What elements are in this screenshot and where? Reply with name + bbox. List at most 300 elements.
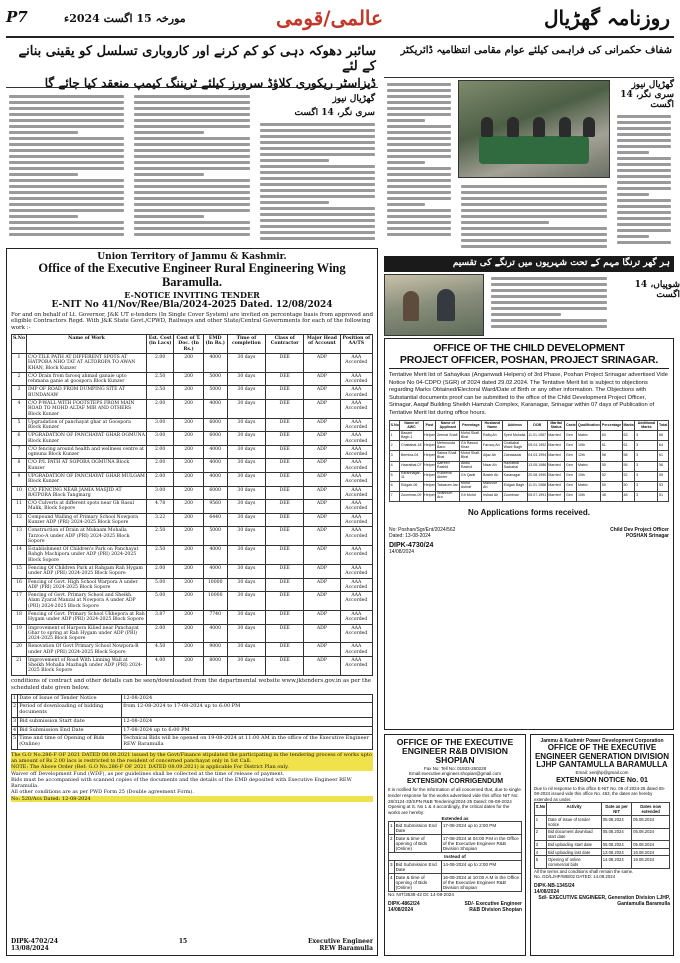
table-cell: ADP <box>304 592 340 611</box>
table-cell: 3.22 <box>146 513 173 527</box>
text-line <box>387 143 451 146</box>
table-cell: C/O fencing around health and wellness centre at ogmuna Block Kunzer <box>27 445 147 459</box>
table-row <box>12 592 373 611</box>
table-cell: 2.00 <box>146 353 173 372</box>
table-cell: IMP OF ROAD FROM DUMPING SITE AT BUNDANAW <box>27 386 147 400</box>
column-header: Husband Name <box>482 421 503 431</box>
text-line <box>617 211 671 214</box>
poshan-signature <box>389 527 669 555</box>
table-cell: AAA Accorded <box>340 624 372 643</box>
table-row <box>12 500 373 514</box>
text-line <box>9 227 124 230</box>
text-line <box>9 173 78 176</box>
table-cell: 200 <box>174 386 203 400</box>
text-line <box>260 147 375 150</box>
table-cell: Helper <box>423 461 436 471</box>
table-cell: ADP <box>304 459 340 473</box>
table-cell: 6 <box>390 481 400 491</box>
table-cell: Aafreen Rashid <box>436 461 460 471</box>
text-line <box>9 233 124 236</box>
text-line <box>260 225 375 228</box>
table-cell: 3.00 <box>146 418 173 432</box>
table-cell: DEE <box>266 432 304 446</box>
text-line <box>491 307 607 310</box>
text-line <box>461 215 607 218</box>
table-cell: 61 <box>601 441 623 451</box>
text-line <box>9 215 78 218</box>
table-cell: 200 <box>174 578 203 592</box>
table-cell: 200 <box>174 353 203 372</box>
table-cell: 3.00 <box>146 486 173 500</box>
table-cell: Gen <box>565 481 577 491</box>
table-cell: ADP <box>304 578 340 592</box>
table-cell: 4000 <box>203 473 227 487</box>
table-cell: Improvement of Road With Linning Wall at Sheikh Mohalla Mazhugh under ADP (PRI) 2024-2025 Block Sopore <box>27 656 147 675</box>
text-line <box>387 131 451 134</box>
table-cell: 63 <box>622 431 635 441</box>
table-cell: 13 <box>12 527 27 546</box>
table-cell: 3 <box>389 861 395 874</box>
text-line <box>134 155 249 158</box>
table-cell: Date of Issue of Tender Notice <box>18 694 122 703</box>
issue-date: مورخہ 15 اگست 2024ء <box>64 12 186 25</box>
table-cell: DEE <box>266 399 304 418</box>
notice-notes <box>11 752 373 802</box>
text-line <box>9 209 124 212</box>
text-line <box>260 129 375 132</box>
table-row <box>389 822 522 835</box>
table-cell: 52 <box>601 471 623 481</box>
right-story-col-left <box>384 80 454 250</box>
table-cell: DEE <box>266 564 304 578</box>
table-cell: Chattabal Wazir Bagh <box>503 441 528 451</box>
table-cell: 30 days <box>227 473 266 487</box>
table-cell: Gen <box>565 451 577 461</box>
table-cell: 30 days <box>227 500 266 514</box>
text-line <box>387 215 451 218</box>
table-cell: 1 <box>535 815 547 828</box>
text-line <box>134 113 249 116</box>
table-cell: 5000 <box>203 386 227 400</box>
table-cell: AAA Accorded <box>340 610 372 624</box>
notice-type: E-NOTICE INVITING TENDER <box>124 289 260 300</box>
table-cell: DEE <box>266 656 304 675</box>
table-cell: DEE <box>266 610 304 624</box>
text-line <box>134 107 249 110</box>
table-cell: 7 <box>12 445 27 459</box>
text-line <box>9 149 124 152</box>
text-line <box>260 165 375 168</box>
shopian-footer <box>388 901 522 913</box>
text-line <box>461 191 607 194</box>
table-cell: AAA Accorded <box>340 353 372 372</box>
jkpdc-ref: DIPK-NB-1345/24 <box>534 882 575 889</box>
note-go: The G.O No.286-F OF 2021 DATED 08.09.2021 issued by the Govt/Finance stipulated the participating in the tendering process of works upto an amount of Rs 2.00 lacs is restricted to the resident of concerned panchayat only in 1st Call. <box>11 751 372 764</box>
table-cell: 05.08.2024 <box>601 841 631 849</box>
table-cell: Period of downloading of bidding documents <box>18 703 122 718</box>
table-cell: Matric <box>577 481 601 491</box>
table-cell: 61 <box>622 441 635 451</box>
table-cell: 53 <box>658 481 669 491</box>
table-cell: 30 days <box>227 643 266 657</box>
shopian-number: No: NIT/3538-42 Dt: 14-08-2024 <box>388 892 454 898</box>
text-line <box>387 179 451 182</box>
text-line <box>387 185 451 188</box>
table-row <box>390 451 669 461</box>
table-cell: AAA Accorded <box>340 418 372 432</box>
table-cell: 200 <box>174 486 203 500</box>
table-row <box>12 546 373 565</box>
table-cell: Abdul Rashid <box>460 461 482 471</box>
table-cell: 200 <box>174 643 203 657</box>
table-cell: 58 <box>658 461 669 471</box>
table-cell: 4000 <box>203 459 227 473</box>
notice-intro: For and on behalf of Lt. Governor, J&K UT e-tenders (In Single Cover System) are invited on percentage basis from approved and eligible Contractors Regd. With J&K State Govt./CPWD, Railways and other State/Central Governments for each of the following work :- <box>11 311 373 332</box>
table-cell: 4000 <box>203 353 227 372</box>
table-cell: Married <box>547 441 565 451</box>
table-cell: AAA Accorded <box>340 578 372 592</box>
table-cell: ADP <box>304 546 340 565</box>
table-row <box>389 835 522 853</box>
table-cell: ADP <box>304 486 340 500</box>
table-cell: Helper <box>423 441 436 451</box>
table-row <box>12 564 373 578</box>
table-cell: AAA Accorded <box>340 473 372 487</box>
table-cell: 16.08.2024 <box>632 848 670 856</box>
table-cell: 2 <box>390 441 400 451</box>
table-cell: Zoonimar <box>503 491 528 501</box>
table-cell: 30 days <box>227 610 266 624</box>
table-cell: 200 <box>174 564 203 578</box>
column-header: Qualification <box>577 421 601 431</box>
table-cell: 3 <box>12 717 18 726</box>
table-cell: AAA Accorded <box>340 513 372 527</box>
table-cell: 05.08.2024 <box>601 828 631 841</box>
table-cell: 6000 <box>203 418 227 432</box>
table-cell: 20 <box>12 643 27 657</box>
table-cell: Mohd Shafi Bhat <box>460 431 482 441</box>
table-cell: ADP <box>304 643 340 657</box>
table-cell: 4000 <box>203 399 227 418</box>
text-line <box>387 227 451 230</box>
table-cell: DEE <box>266 527 304 546</box>
table-cell: Married <box>547 451 565 461</box>
table-cell: 2.00 <box>146 399 173 418</box>
table-cell: Bid document download start date <box>547 828 602 841</box>
text-line <box>617 115 671 118</box>
text-line <box>387 107 451 110</box>
person-figure <box>507 117 519 137</box>
table-cell: Bashir Ah <box>482 471 503 481</box>
text-line <box>461 197 607 200</box>
table-cell: C/O Culverts at different spots near Gh Rasul Malik, Block Sopore <box>27 500 147 514</box>
table-cell: 2.50 <box>146 527 173 546</box>
text-line <box>260 141 375 144</box>
table-cell: Date & time of opening of Bids (Online) <box>394 874 441 892</box>
column-header: Position of AA/TS <box>340 335 372 354</box>
table-cell: DEE <box>266 624 304 643</box>
text-line <box>387 209 451 212</box>
date-row <box>12 694 373 703</box>
table-cell: 64 <box>658 441 669 451</box>
column-header: S.No <box>390 421 400 431</box>
table-cell: 200 <box>174 624 203 643</box>
table-cell: 5 <box>535 856 547 869</box>
table-cell: Tabasum Jan <box>436 481 460 491</box>
text-line <box>134 209 249 212</box>
table-cell: AAA Accorded <box>340 372 372 386</box>
rew-tender-notice <box>6 248 378 956</box>
left-story-headline <box>6 42 378 88</box>
column-header: Class of Contractor <box>266 335 304 354</box>
text-line <box>134 143 249 146</box>
table-cell: Helper <box>423 431 436 441</box>
right-story-col-mid <box>458 182 610 252</box>
table-cell: Zoonimar-09 <box>400 491 423 501</box>
table-row <box>12 418 373 432</box>
footer-date: 13/08/2024 <box>11 945 49 952</box>
table-cell: ADP <box>304 624 340 643</box>
table-cell: 12-08-2024 <box>122 694 373 703</box>
text-line <box>9 161 124 164</box>
table-cell: 30 days <box>227 624 266 643</box>
table-cell: 05.08.2024 <box>632 828 670 841</box>
text-line <box>260 183 375 186</box>
table-cell: 10th <box>577 491 601 501</box>
table-cell: 3 <box>12 386 27 400</box>
tender-dates-table <box>11 694 373 750</box>
table-cell: 4 <box>389 874 395 892</box>
notice-website-note: conditions of contract and other details can be seen/downloaded from the departmental website www.jktenders.gov.in as per the scheduled date given below. <box>11 677 372 691</box>
text-line <box>491 295 607 298</box>
text-line <box>461 203 607 206</box>
footer-ref: DIPK-4702/24 <box>11 938 59 945</box>
text-line <box>134 215 203 218</box>
text-line <box>387 95 451 98</box>
column-header: Cost of T. Doc. (In Rs.) <box>174 335 203 354</box>
table-cell: 10th <box>577 471 601 481</box>
jkpdc-number: No. GD/LJHP/WB/02 DATED: 14.08.2024 <box>534 874 616 880</box>
table-cell: 19 <box>12 624 27 643</box>
text-line <box>617 199 671 202</box>
table-cell: 17-08-2024 up to 6:00 PM <box>122 726 373 735</box>
table-cell: 48 <box>601 491 623 501</box>
table-cell: 2.00 <box>146 564 173 578</box>
text-line <box>260 219 375 222</box>
table-row <box>389 874 522 892</box>
text-line <box>134 179 249 182</box>
text-line <box>491 289 607 292</box>
table-row <box>389 861 522 874</box>
table-row <box>12 445 373 459</box>
table-cell: Rubeena Akhter <box>436 471 460 481</box>
table-row <box>12 372 373 386</box>
table-cell: Married <box>547 461 565 471</box>
table-cell: from 12-08-2024 to 17-08-2024 up to 6:00 PM <box>122 703 373 718</box>
text-line <box>617 241 671 244</box>
text-line <box>617 133 671 136</box>
text-line <box>9 155 124 158</box>
table-cell: Farooq Ah <box>482 441 503 451</box>
table-cell: 200 <box>174 372 203 386</box>
table-cell: 8000 <box>203 656 227 675</box>
table-cell: Bid Submission End Date <box>18 726 122 735</box>
table-cell: DEE <box>266 445 304 459</box>
text-line <box>617 223 671 226</box>
table-cell: AAA Accorded <box>340 527 372 546</box>
table-cell: 3 <box>635 481 658 491</box>
text-line <box>491 319 607 322</box>
table-cell: 4000 <box>203 564 227 578</box>
footer-num: 15 <box>178 938 188 945</box>
text-line <box>617 163 671 166</box>
column-header: Marks <box>622 421 635 431</box>
column-header: EMD (In Rs.) <box>203 335 227 354</box>
text-line <box>9 107 124 110</box>
table-cell: 3.87 <box>146 610 173 624</box>
table-cell: 6440 <box>203 513 227 527</box>
table-cell: 52 <box>622 471 635 481</box>
table-cell: Gen <box>565 441 577 451</box>
table-cell: 55 <box>601 461 623 471</box>
shopian-corrigendum <box>384 734 526 956</box>
text-line <box>134 221 249 224</box>
table-cell: DEE <box>266 592 304 611</box>
table-cell: ADP <box>304 473 340 487</box>
table-cell: 19.08.2024 <box>632 856 670 869</box>
poshan-signatory: Child Dev Project Officer <box>610 526 669 533</box>
table-row <box>12 432 373 446</box>
table-cell: AAA Accorded <box>340 592 372 611</box>
table-cell: Opening of online commercial bids <box>547 856 602 869</box>
left-story-col-3 <box>257 92 378 244</box>
text-line <box>260 177 375 180</box>
table-row <box>12 386 373 400</box>
table-row <box>535 815 670 828</box>
text-line <box>9 113 124 116</box>
column-header: S.No <box>12 335 27 354</box>
text-line <box>134 233 249 236</box>
table-row <box>12 624 373 643</box>
column-header: S.No <box>535 803 547 816</box>
person-figure <box>437 289 455 321</box>
date-row <box>12 717 373 726</box>
text-line <box>387 167 451 170</box>
poshan-ref-date: 14/08/2024 <box>389 548 415 555</box>
text-line <box>260 171 375 174</box>
second-story-body <box>488 274 610 326</box>
table-cell: 3 <box>635 461 658 471</box>
text-line <box>260 237 375 240</box>
left-headline-line2: ڈیزاسٹر ریکوری کلاؤڈ سرورز کیلئے ٹریننگ کیمپ منعقد کیا جائے گا <box>44 76 376 90</box>
table-cell: AAA Accorded <box>340 459 372 473</box>
table-cell: Bid uploading start date <box>547 841 602 849</box>
table-row <box>12 459 373 473</box>
text-line <box>617 235 649 238</box>
text-line <box>260 231 375 234</box>
table-cell: Date & time of opening of Bids (Online) <box>394 835 441 853</box>
table-cell: AAA Accorded <box>340 564 372 578</box>
jkpdc-email: Email: xenljhp@gmail.com <box>575 769 629 775</box>
table-cell: AAA Accorded <box>340 445 372 459</box>
table-cell: 55 <box>622 461 635 471</box>
table-cell: ADP <box>304 386 340 400</box>
table-cell: ADP <box>304 399 340 418</box>
table-cell: 11.01.1988 <box>527 481 547 491</box>
instead-of-label: Instead of <box>389 853 522 861</box>
table-cell: Compound Walling of Primary School Nowpora Kunzer ADP (PRI) 2024-2025 Block Sopore <box>27 513 147 527</box>
poshan-title-1: OFFICE OF THE CHILD DEVELOPMENT <box>433 342 625 354</box>
table-row <box>12 527 373 546</box>
table-cell: 05.08.2024 <box>632 841 670 849</box>
table-cell: UPGRADATION OF PANCHAYAT GHAR MULGAM Block Kunzer <box>28 474 145 485</box>
text-line <box>134 203 249 206</box>
table-cell: 17-08-2024 at 04:00 P.M in the Office of the Executive Engineer R&B Division Shopian <box>441 835 521 853</box>
table-cell: Gen <box>565 461 577 471</box>
table-cell: 12th <box>577 451 601 461</box>
table-cell: ADP <box>304 527 340 546</box>
table-cell: 2.50 <box>146 546 173 565</box>
table-cell: 66 <box>658 431 669 441</box>
left-story-byline: گھڑیال نیوز <box>332 94 375 104</box>
text-line <box>9 167 124 170</box>
person-figure <box>403 291 419 321</box>
table-cell: 58 <box>622 451 635 461</box>
table-cell: 11.01.1987 <box>527 431 547 441</box>
table-cell: 6 <box>12 432 27 446</box>
column-header: Name of Applicant <box>436 421 460 431</box>
text-line <box>260 135 375 138</box>
table-cell: 4000 <box>203 546 227 565</box>
column-header: Time of completion <box>227 335 266 354</box>
table-cell: Bid uploading last date <box>547 848 602 856</box>
table-cell: Improvement of Harpora Kilied near Panchayat Ghar to spring at Rah Hygam under ADP (PRI) 2024-2025 Block Sopore <box>27 624 147 643</box>
table-cell: DEE <box>266 473 304 487</box>
table-cell: 13.08.2024 <box>601 848 631 856</box>
table-cell: AAA Accorded <box>340 656 372 675</box>
table-cell: Basant Bagh-1 <box>400 431 423 441</box>
footer-office: REW Baramulla <box>319 945 373 952</box>
table-cell: 05.07.1991 <box>527 491 547 501</box>
table-cell: Bid Submission End Date <box>394 822 441 835</box>
table-cell: Mehmooda Bano <box>436 441 460 451</box>
extended-as-label: Extended as <box>441 815 469 821</box>
text-line <box>491 301 607 304</box>
table-cell: Date of issue of tender notice <box>547 815 602 828</box>
table-cell: Gen <box>565 431 577 441</box>
date-row <box>12 735 373 750</box>
table-row <box>12 643 373 657</box>
table-cell: 3 <box>635 471 658 481</box>
notice-ut: Union Territory of Jammu & Kashmir. <box>97 252 287 262</box>
table-cell: 12 <box>12 513 27 527</box>
table-cell: Chattabal-18 <box>400 441 423 451</box>
table-cell: 61 <box>658 451 669 461</box>
table-cell: 5 <box>12 735 18 750</box>
text-line <box>134 125 249 128</box>
right-story-byline: گھڑیال نیوز <box>631 80 674 90</box>
table-cell: 17 <box>12 592 27 611</box>
table-cell: Eidgah-06 <box>400 481 423 491</box>
table-cell: 200 <box>174 513 203 527</box>
text-line <box>260 189 375 192</box>
table-cell: Shabnum Ara <box>436 491 460 501</box>
table-cell: ADP <box>304 500 340 514</box>
column-header: Date as per NIT <box>601 803 631 816</box>
table-cell: ADP <box>304 610 340 624</box>
text-line <box>387 233 451 236</box>
table-cell: AAA Accorded <box>340 399 372 418</box>
